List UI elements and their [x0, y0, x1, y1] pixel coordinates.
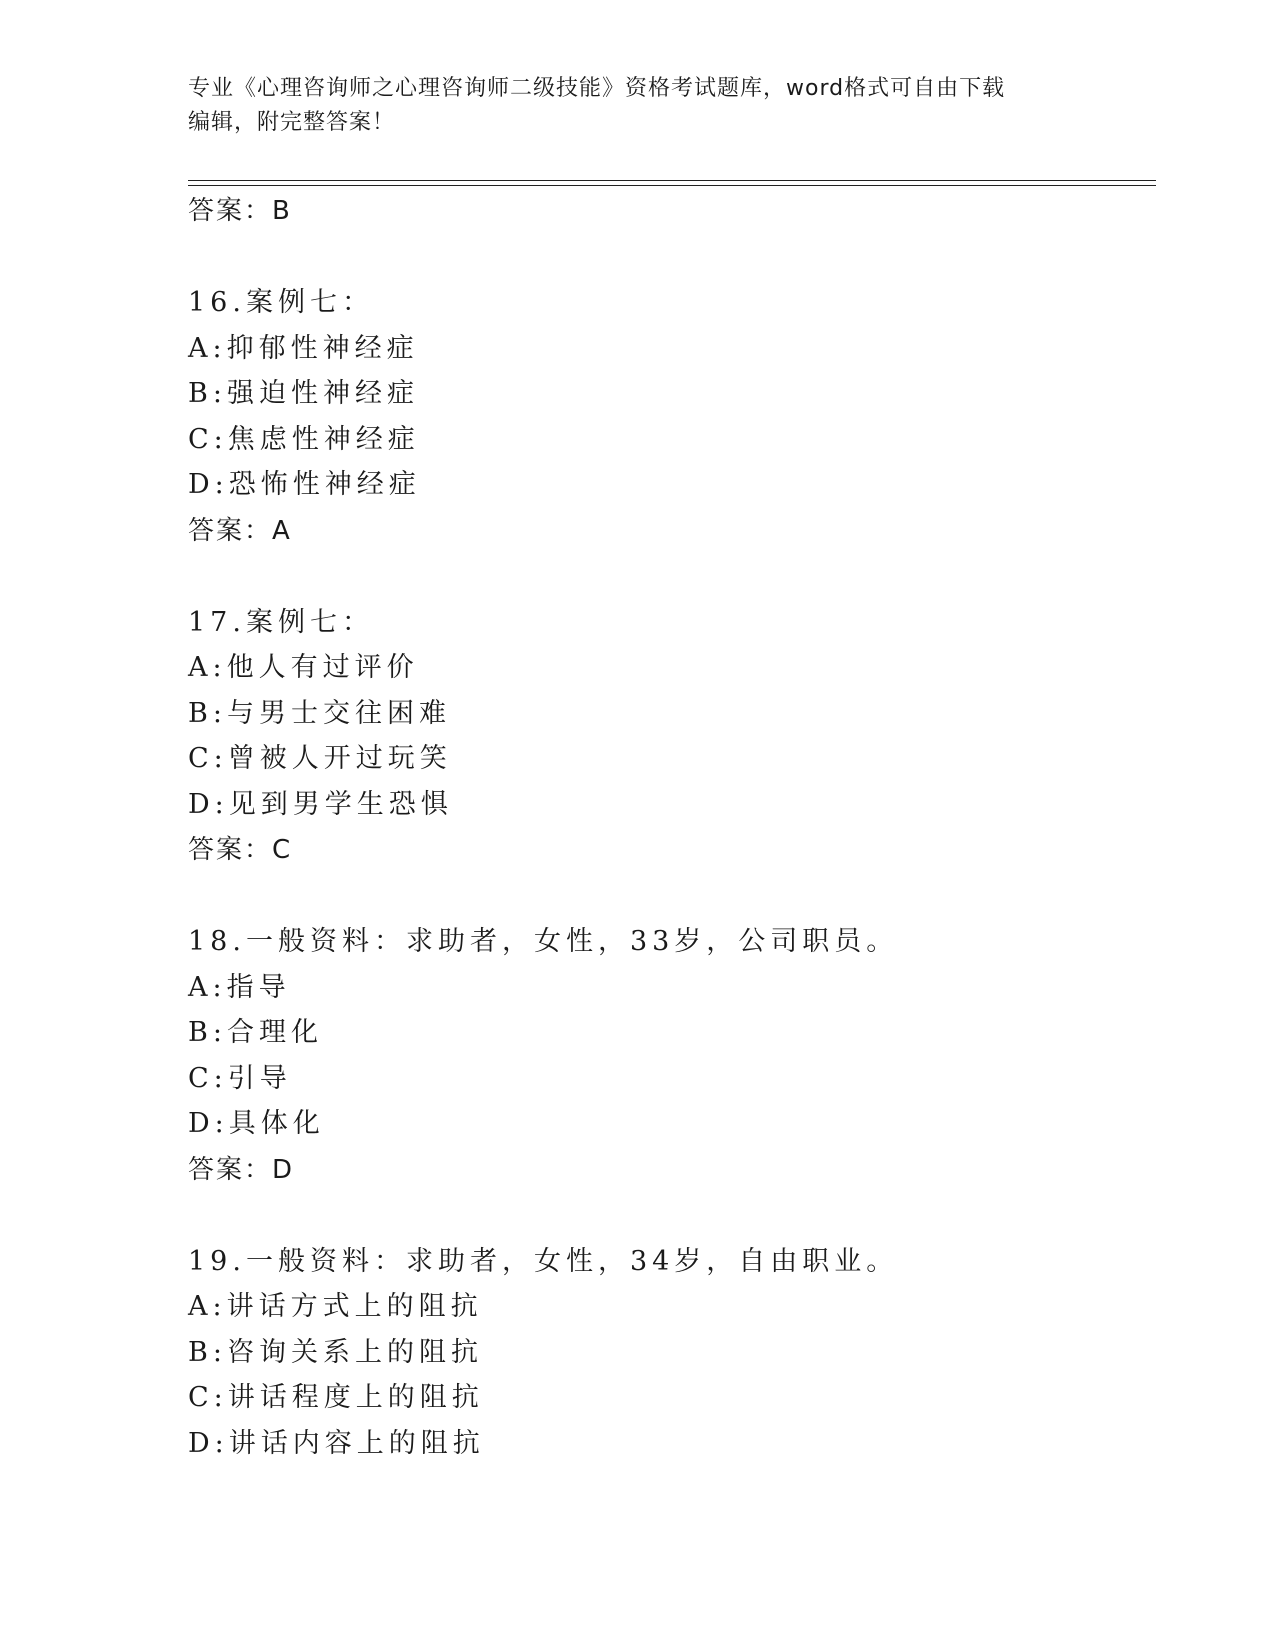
- answer-line: 答案：A: [188, 515, 292, 546]
- header-line-2: 编辑，附完整答案！: [188, 110, 396, 135]
- question-list: [188, 188, 1148, 1466]
- answer-line: 答案：B: [188, 196, 292, 226]
- spacer: [188, 554, 1148, 600]
- question-stem: 18.一般资料：求助者，女性，33岁，公司职员。: [188, 926, 899, 957]
- question-stem: 19.一般资料：求助者，女性，34岁，自由职业。: [188, 1245, 899, 1277]
- question-block: [188, 919, 1148, 1193]
- answer-line: 答案：C: [188, 835, 293, 865]
- spacer: [188, 1193, 1148, 1239]
- option-c: C:引导: [188, 1062, 292, 1094]
- option-b: B:合理化: [188, 1017, 323, 1048]
- option-a: A:指导: [188, 971, 291, 1003]
- option-d: D:讲话内容上的阻抗: [188, 1427, 485, 1459]
- option-d: D:恐怖性神经症: [188, 469, 421, 500]
- option-b: B:与男士交往困难: [188, 697, 451, 729]
- question-block: [188, 600, 1148, 874]
- option-c: C:讲话程度上的阻抗: [188, 1382, 484, 1413]
- option-d: D:见到男学生恐惧: [188, 788, 453, 820]
- question-block: [188, 1239, 1148, 1467]
- question-stem: 16.案例七：: [188, 287, 374, 318]
- answer-line: 答案：D: [188, 1154, 295, 1185]
- option-c: C:焦虑性神经症: [188, 423, 420, 455]
- header-divider-top: [188, 180, 1156, 181]
- spacer: [188, 234, 1148, 280]
- question-stem: 17.案例七：: [188, 606, 374, 638]
- option-a: A:讲话方式上的阻抗: [188, 1291, 483, 1322]
- document-header: [188, 72, 1088, 140]
- option-b: B:强迫性神经症: [188, 378, 419, 409]
- question-block: [188, 280, 1148, 554]
- spacer: [188, 873, 1148, 919]
- option-d: D:具体化: [188, 1108, 325, 1139]
- option-b: B:咨询关系上的阻抗: [188, 1336, 483, 1368]
- header-line-1: 专业《心理咨询师之心理咨询师二级技能》资格考试题库，word格式可自由下载: [188, 76, 1006, 101]
- option-a: A:抑郁性神经症: [188, 332, 419, 364]
- option-c: C:曾被人开过玩笑: [188, 743, 452, 774]
- header-divider-bottom: [188, 185, 1156, 186]
- option-a: A:他人有过评价: [188, 652, 419, 683]
